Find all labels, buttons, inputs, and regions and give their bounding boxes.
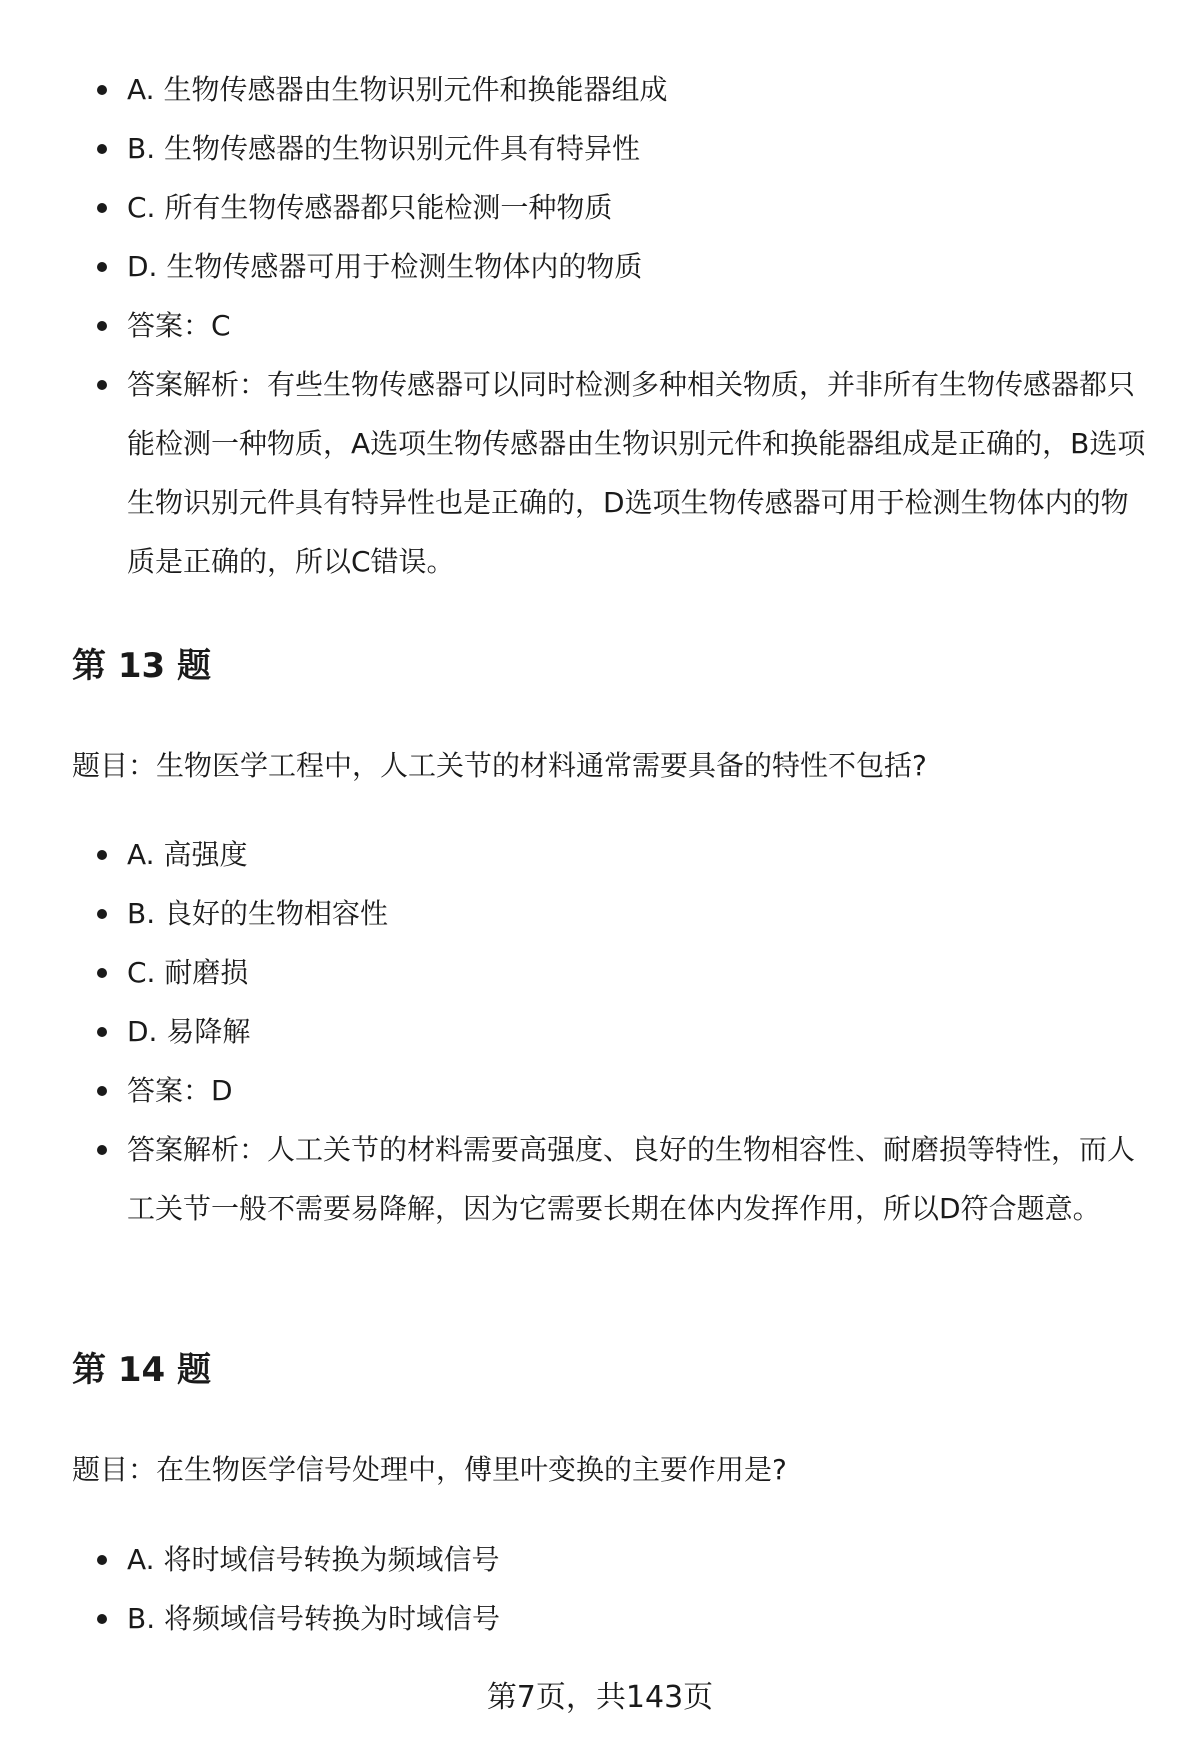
q12-option-d: D. 生物传感器可用于检测生物体内的物质 [95,237,1155,296]
q13-explanation: 答案解析：人工关节的材料需要高强度、良好的生物相容性、耐磨损等特性，而人工关节一般不需要易降解，因为它需要长期在体内发挥作用，所以D符合题意。 [95,1120,1155,1238]
q12-answer: 答案：C [95,296,1155,355]
q14-option-b: B. 将频域信号转换为时域信号 [95,1589,1155,1648]
q14-question: 题目：在生物医学信号处理中，傅里叶变换的主要作用是? [72,1453,787,1486]
q12-option-c: C. 所有生物传感器都只能检测一种物质 [95,178,1155,237]
q12-option-a: A. 生物传感器由生物识别元件和换能器组成 [95,60,1155,119]
q13-option-c: C. 耐磨损 [95,943,1155,1002]
q12-option-b: B. 生物传感器的生物识别元件具有特异性 [95,119,1155,178]
q12-option-list [95,60,1155,591]
q14-option-a: A. 将时域信号转换为频域信号 [95,1530,1155,1589]
q13-answer: 答案：D [95,1061,1155,1120]
q13-option-d: D. 易降解 [95,1002,1155,1061]
q13-question: 题目：生物医学工程中，人工关节的材料通常需要具备的特性不包括? [72,749,927,782]
q13-option-a: A. 高强度 [95,825,1155,884]
q14-option-list [95,1530,1155,1648]
q14-heading: 第 14 题 [72,1350,211,1390]
q13-option-list [95,825,1155,1238]
q12-explanation: 答案解析：有些生物传感器可以同时检测多种相关物质，并非所有生物传感器都只能检测一种物质，A选项生物传感器由生物识别元件和换能器组成是正确的，B选项生物识别元件具有特异性也是正确的，D选项生物传感器可用于检测生物体内的物质是正确的，所以C错误。 [95,355,1155,591]
page-number-footer: 第7页，共143页 [486,1680,714,1715]
q13-heading: 第 13 题 [72,646,211,686]
q13-option-b: B. 良好的生物相容性 [95,884,1155,943]
